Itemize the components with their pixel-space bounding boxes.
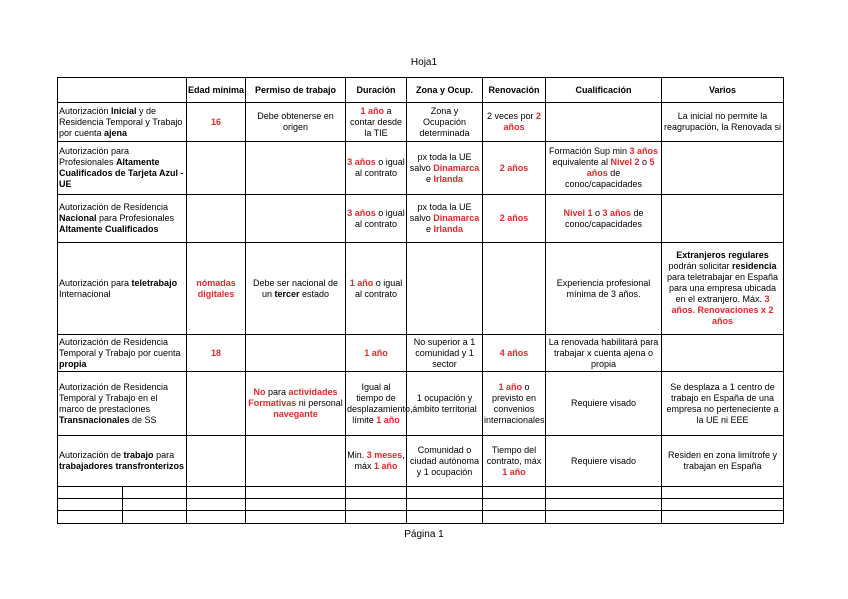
permits-table <box>57 77 784 524</box>
table-row <box>58 142 784 195</box>
cell-tipo <box>58 372 187 436</box>
cell-text: propia <box>59 358 87 369</box>
cell-renovacion <box>483 195 546 243</box>
cell-text: Internacional <box>59 288 111 299</box>
empty-cell <box>346 487 407 499</box>
cell-text: Requiere visado <box>570 398 637 408</box>
cell-text: 2 veces por <box>486 111 536 121</box>
cell-zona <box>407 103 483 142</box>
cell-duracion <box>346 335 407 372</box>
empty-cell <box>123 487 187 499</box>
cell-text: 3 años <box>347 207 376 218</box>
cell-text: Se desplaza a 1 centro de trabajo en España de una empresa no perteneciente a la UE ni EEE <box>666 381 779 425</box>
cell-cualificacion <box>546 195 662 243</box>
cell-varios <box>662 372 784 436</box>
cell-text: Autorización para <box>59 277 132 288</box>
header-duracion: Duración <box>346 78 407 103</box>
cell-text: actividades Formativas <box>248 387 338 408</box>
cell-text: nómadas digitales <box>196 277 236 299</box>
cell-text: 1 año <box>374 461 398 471</box>
cell-text: navegante <box>273 409 318 419</box>
cell-text: La inicial no permite la reagrupación, la Renovada si <box>663 111 782 132</box>
cell-text: Renovaciones x 2 años <box>697 305 774 326</box>
cell-edad <box>187 195 246 243</box>
empty-cell <box>246 499 346 511</box>
cell-permiso <box>246 335 346 372</box>
table-row <box>58 103 784 142</box>
cell-text: 1 ocupación y ámbito territorial <box>412 392 477 414</box>
cell-zona <box>407 436 483 487</box>
cell-text: Transnacionales <box>59 414 130 425</box>
cell-zona <box>407 372 483 436</box>
cell-text: 1 año <box>502 466 526 477</box>
cell-text: Irlanda <box>433 173 464 184</box>
cell-text: estado <box>299 288 330 299</box>
empty-cell <box>58 499 123 511</box>
cell-text: Autorización de <box>59 450 124 460</box>
empty-cell <box>58 511 123 524</box>
cell-cualificacion <box>546 243 662 335</box>
header-edad: Edad mínima <box>187 78 246 103</box>
empty-cell <box>407 499 483 511</box>
empty-cell <box>246 511 346 524</box>
cell-edad <box>187 335 246 372</box>
cell-text: Autorización para Profesionales <box>59 146 130 167</box>
cell-permiso <box>246 372 346 436</box>
cell-text: 3 meses <box>366 450 403 460</box>
sheet-title: Hoja1 <box>410 57 438 68</box>
cell-text: 3 años. <box>671 294 770 315</box>
cell-text: Autorización de Residencia Temporal y Trabajo en el marco de prestaciones <box>59 381 169 414</box>
cell-text: ajena <box>104 127 128 138</box>
cell-text: o igual al contrato <box>354 157 405 178</box>
cell-text: trabajadores transfronterizos <box>59 461 185 471</box>
cell-duracion <box>346 372 413 436</box>
cell-varios <box>662 195 784 243</box>
cell-text: o <box>639 157 650 167</box>
cell-tipo <box>58 335 187 372</box>
cell-text: de SS <box>129 414 157 425</box>
header-permiso: Permiso de trabajo <box>246 78 346 103</box>
cell-renovacion <box>483 243 546 335</box>
header-varios: Varios <box>662 78 784 103</box>
empty-cell <box>123 511 187 524</box>
cell-cualificacion <box>546 103 662 142</box>
cell-renovacion <box>483 103 546 142</box>
empty-cell <box>407 487 483 499</box>
cell-text: 1 año <box>498 381 522 392</box>
cell-text: y de Residencia Temporal y Trabajo por cuenta <box>59 105 183 138</box>
empty-cell <box>246 487 346 499</box>
cell-text: Tiempo del contrato, máx <box>486 444 542 466</box>
cell-text: tercer <box>274 288 300 299</box>
cell-zona <box>407 243 483 335</box>
cell-text: No superior a 1 comunidad y 1 sector <box>413 336 476 369</box>
empty-cell <box>483 499 546 511</box>
cell-text: 2 años <box>499 213 529 223</box>
cell-text: , máx <box>354 450 405 471</box>
cell-text: Comunidad o ciudad autónoma y 1 ocupación <box>409 444 480 477</box>
cell-text: ni personal <box>296 398 343 408</box>
cell-duracion <box>346 195 407 243</box>
empty-cell <box>123 499 187 511</box>
cell-text: para <box>265 387 289 397</box>
cell-text: 2 años <box>499 162 529 173</box>
cell-text: Zona y Ocupación determinada <box>419 105 470 138</box>
header-tipo <box>58 78 187 103</box>
header-cualificacion: Cualificación <box>546 78 662 103</box>
header-renovacion: Renovación <box>483 78 546 103</box>
cell-tipo <box>58 103 187 142</box>
table-row <box>58 335 784 372</box>
cell-text: Debe obtenerse en origen <box>257 111 334 132</box>
cell-text: residencia <box>732 261 777 271</box>
cell-duracion <box>346 103 407 142</box>
cell-cualificacion <box>546 335 662 372</box>
cell-text: Autorización de Residencia <box>59 202 169 212</box>
empty-cell <box>346 511 407 524</box>
cell-text: o igual al contrato <box>354 207 405 229</box>
cell-text: trabajo <box>123 450 154 460</box>
empty-cell <box>546 499 662 511</box>
cell-text: 16 <box>210 116 221 127</box>
cell-text: Experiencia profesional mínima de 3 años. <box>556 277 651 299</box>
cell-text: 1 año <box>360 105 384 116</box>
cell-text: 3 años <box>347 157 376 167</box>
empty-cell <box>187 487 246 499</box>
cell-edad <box>187 103 246 142</box>
cell-text: para Profesionales <box>96 213 175 223</box>
cell-text: Residen en zona limítrofe y trabajan en España <box>667 450 778 471</box>
cell-text: Debe ser nacional de un <box>252 277 339 299</box>
cell-text: podrán solicitar <box>668 261 732 271</box>
cell-text: de conoc/capacidades <box>564 207 644 229</box>
empty-cell <box>662 511 784 524</box>
cell-permiso <box>246 436 346 487</box>
page-footer: Página 1 <box>404 529 444 540</box>
cell-tipo <box>58 243 187 335</box>
cell-text: para teletrabajar en España para una empresa ubicada en el extranjero. Máx. <box>666 272 779 304</box>
table-row <box>58 195 784 243</box>
cell-cualificacion <box>546 372 662 436</box>
cell-text: px toda la UE salvo <box>409 202 472 223</box>
cell-varios <box>662 335 784 372</box>
cell-text: 1 año <box>376 414 400 425</box>
cell-renovacion <box>483 436 546 487</box>
cell-text: para <box>153 450 175 460</box>
cell-varios <box>662 142 784 195</box>
empty-cell <box>662 487 784 499</box>
cell-zona <box>407 195 483 243</box>
cell-text: Igual al tiempo de desplazamiento, límite <box>347 381 413 425</box>
cell-cualificacion <box>546 436 662 487</box>
cell-tipo <box>58 195 187 243</box>
cell-text: 4 años <box>499 347 529 358</box>
cell-text: e <box>425 224 434 234</box>
cell-text: 3 años <box>602 207 632 218</box>
cell-text: Autorización de Residencia Temporal y Trabajo por cuenta <box>59 336 181 358</box>
cell-text: o igual al contrato <box>354 277 403 299</box>
cell-text: equivalente al <box>552 157 611 167</box>
cell-text: teletrabajo <box>131 277 178 288</box>
cell-text: 3 años <box>629 146 659 156</box>
cell-text: Irlanda <box>433 224 464 234</box>
cell-tipo <box>58 436 187 487</box>
cell-cualificacion <box>546 142 662 195</box>
cell-edad <box>187 436 246 487</box>
cell-varios <box>662 103 784 142</box>
header-zona: Zona y Ocup. <box>407 78 483 103</box>
cell-text: Requiere visado <box>570 455 637 466</box>
cell-text: 1 año <box>349 277 374 288</box>
cell-edad <box>187 372 246 436</box>
cell-edad <box>187 142 246 195</box>
empty-cell <box>58 487 123 499</box>
cell-duracion <box>346 436 407 487</box>
header-row <box>58 78 784 103</box>
empty-cell <box>546 511 662 524</box>
cell-text: Altamente Cualificados de Tarjeta Azul -UE <box>59 157 184 189</box>
cell-text: Dinamarca <box>433 213 480 223</box>
empty-cell <box>662 499 784 511</box>
empty-row <box>58 499 784 511</box>
empty-cell <box>187 511 246 524</box>
cell-varios <box>662 436 784 487</box>
empty-cell <box>483 511 546 524</box>
cell-text: o previsto en convenios internacionales <box>484 381 545 425</box>
empty-row <box>58 487 784 499</box>
cell-text: 1 año <box>364 347 388 358</box>
cell-text: Nivel 1 <box>563 207 593 218</box>
cell-text: Nivel 2 <box>610 157 640 167</box>
cell-text: Autorización <box>59 105 112 116</box>
cell-text: Min. <box>347 450 367 460</box>
cell-renovacion <box>483 335 546 372</box>
cell-text: o <box>592 207 603 218</box>
cell-tipo <box>58 142 187 195</box>
cell-edad <box>187 243 246 335</box>
cell-text: Extranjeros regulares <box>676 250 769 260</box>
cell-text: Nacional <box>59 213 97 223</box>
cell-permiso <box>246 142 346 195</box>
cell-text: 2 años <box>503 111 542 132</box>
empty-row <box>58 511 784 524</box>
cell-text: Inicial <box>111 105 137 116</box>
empty-cell <box>187 499 246 511</box>
cell-text: 5 años <box>586 157 655 178</box>
cell-renovacion <box>483 142 546 195</box>
cell-text: La renovada habilitará para trabajar x cuenta ajena o propia <box>548 336 659 369</box>
empty-cell <box>546 487 662 499</box>
cell-zona <box>407 335 483 372</box>
cell-permiso <box>246 243 346 335</box>
cell-text: Formación Sup min <box>548 146 630 156</box>
cell-text: px toda la UE salvo <box>409 151 472 173</box>
cell-text: No <box>253 387 266 397</box>
table-row <box>58 436 784 487</box>
cell-text: Dinamarca <box>433 162 480 173</box>
empty-cell <box>346 499 407 511</box>
table-body <box>58 103 784 524</box>
cell-text: Altamente Cualificados <box>59 224 159 234</box>
cell-renovacion <box>483 372 546 436</box>
cell-zona <box>407 142 483 195</box>
table-row <box>58 243 784 335</box>
cell-permiso <box>246 195 346 243</box>
cell-varios <box>662 243 784 335</box>
cell-text: 18 <box>210 347 221 358</box>
cell-duracion <box>346 142 407 195</box>
empty-cell <box>483 487 546 499</box>
cell-duracion <box>346 243 407 335</box>
empty-cell <box>407 511 483 524</box>
cell-text: de conoc/capacidades <box>564 168 643 189</box>
cell-permiso <box>246 103 346 142</box>
cell-text: a contar desde la TIE <box>349 105 403 138</box>
table-row <box>58 372 784 436</box>
cell-text: e <box>425 173 434 184</box>
